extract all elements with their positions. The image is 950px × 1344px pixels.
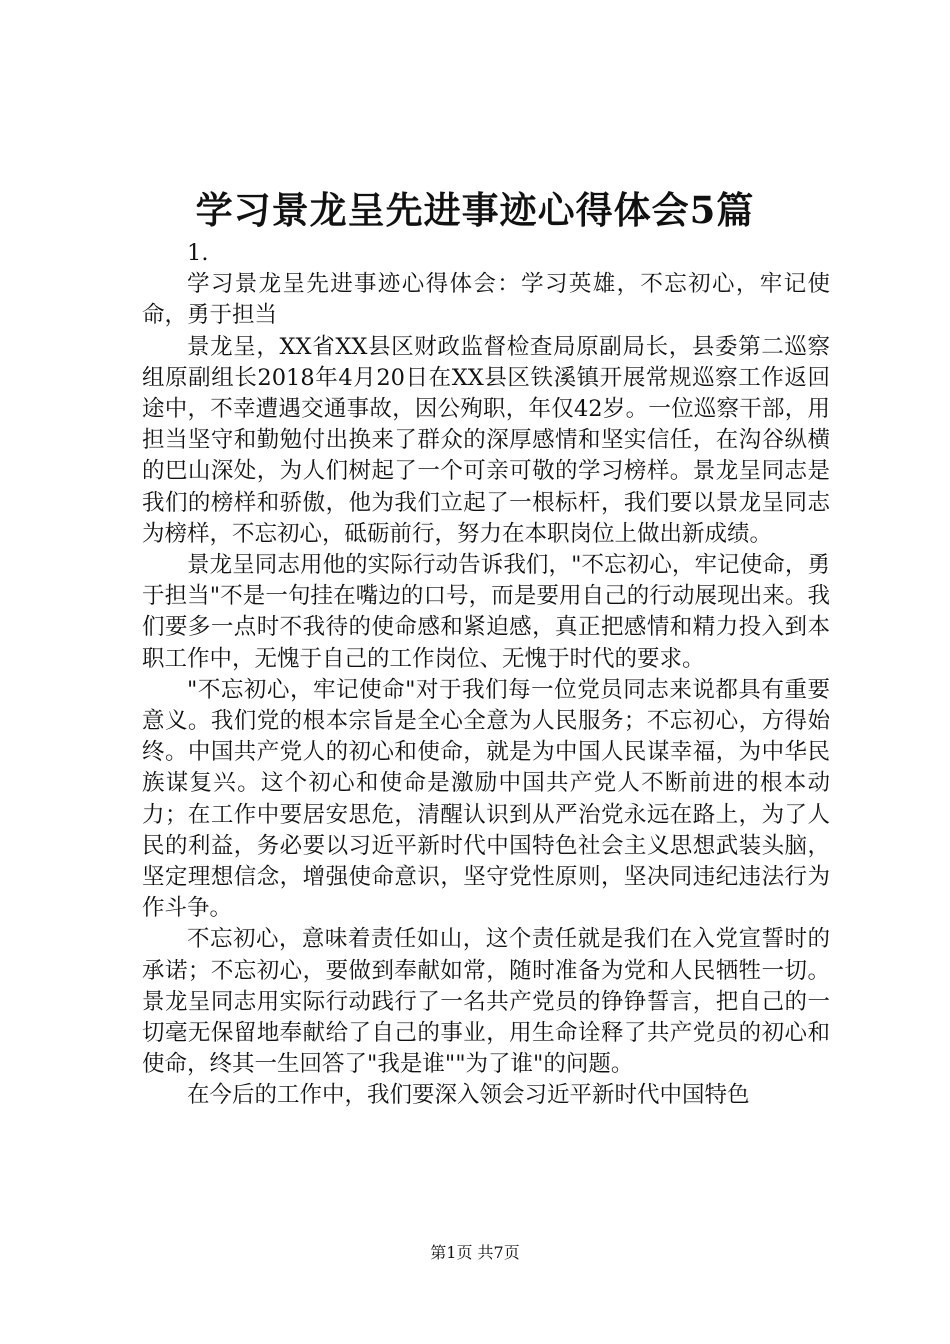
paragraph: 在今后的工作中，我们要深入领会习近平新时代中国特色 <box>187 1082 750 1109</box>
page-indicator: 第1页 共7页 <box>430 1243 520 1262</box>
page-footer <box>0 1242 950 1264</box>
document-body <box>142 238 830 1112</box>
paragraph-subtitle: 学习景龙呈先进事迹心得体会：学习英雄，不忘初心，牢记使命，勇于担当 <box>142 271 830 329</box>
paragraph-number: 1. <box>187 240 209 266</box>
document-title: 学习景龙呈先进事迹心得体会5篇 <box>195 188 755 232</box>
paragraph: 不忘初心，意味着责任如山，这个责任就是我们在入党宣誓时的承诺；不忘初心，要做到奉献如常，随时准备为党和人民牺牲一切。景龙呈同志用实际行动践行了一名共产党员的铮铮誓言，把自己的一切毫无保留地奉献给了自己的事业，用生命诠释了共产党员的初心和使命，终其一生回答了"我是谁""为了谁"的问题。 <box>142 926 830 1078</box>
paragraph: "不忘初心，牢记使命"对于我们每一位党员同志来说都具有重要意义。我们党的根本宗旨是全心全意为人民服务；不忘初心，方得始终。中国共产党人的初心和使命，就是为中国人民谋幸福，为中华民族谋复兴。这个初心和使命是激励中国共产党人不断前进的根本动力；在工作中要居安思危，清醒认识到从严治党永远在路上，为了人民的利益，务必要以习近平新时代中国特色社会主义思想武装头脑，坚定理想信念，增强使命意识，坚守党性原则，坚决同违纪违法行为作斗争。 <box>142 676 830 922</box>
paragraph: 景龙呈同志用他的实际行动告诉我们，"不忘初心，牢记使命，勇于担当"不是一句挂在嘴边的口号，而是要用自己的行动展现出来。我们要多一点时不我待的使命感和紧迫感，真正把感情和精力投入到本职工作中，无愧于自己的工作岗位、无愧于时代的要求。 <box>142 552 830 672</box>
paragraph: 景龙呈，XX省XX县区财政监督检查局原副局长，县委第二巡察组原副组长2018年4月20日在XX县区铁溪镇开展常规巡察工作返回途中，不幸遭遇交通事故，因公殉职，年仅42岁。一位巡察干部，用担当坚守和勤勉付出换来了群众的深厚感情和坚实信任，在沟谷纵横的巴山深处，为人们树起了一个可亲可敬的学习榜样。景龙呈同志是我们的榜样和骄傲，他为我们立起了一根标杆，我们要以景龙呈同志为榜样，不忘初心，砥砺前行，努力在本职岗位上做出新成绩。 <box>142 333 830 547</box>
